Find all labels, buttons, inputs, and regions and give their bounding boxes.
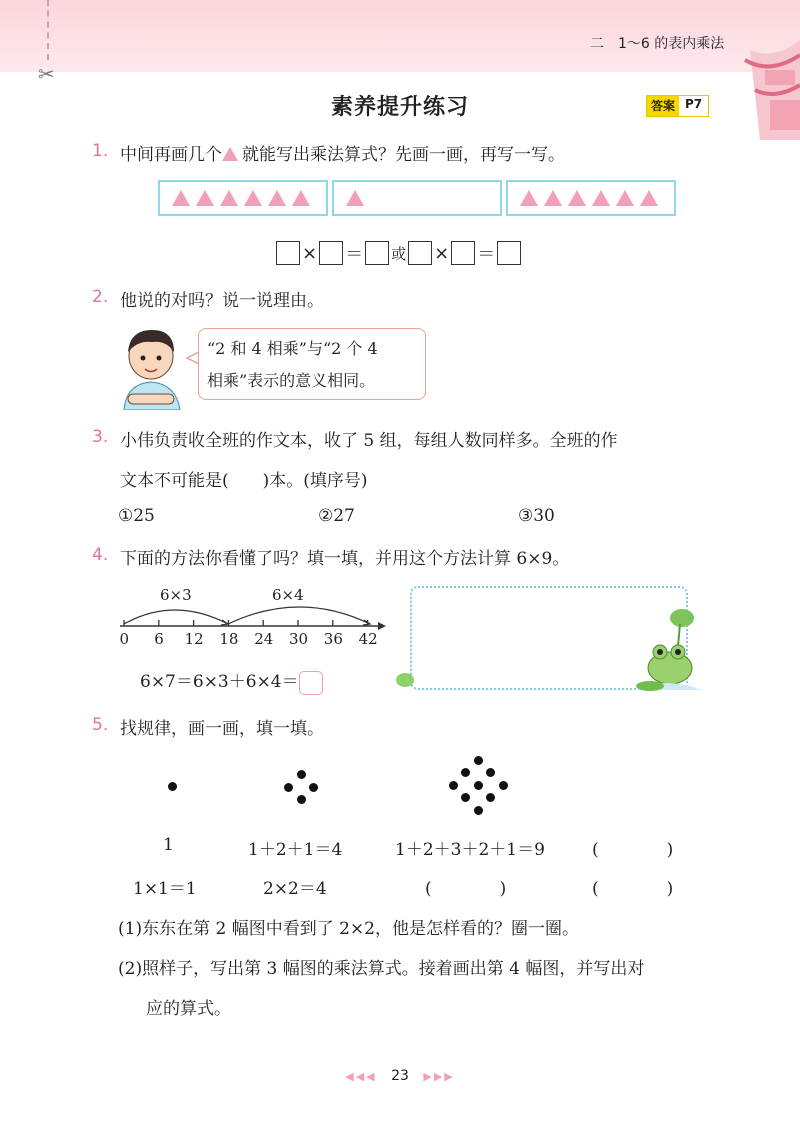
tick-label: 18 (219, 630, 239, 648)
question-number-2: 2. (92, 287, 109, 307)
sum-4-blank[interactable]: ( ) (592, 840, 674, 860)
equals-sign: ＝ (477, 244, 496, 265)
product-2: 2×2＝4 (263, 879, 327, 899)
dot (486, 768, 495, 777)
dot (474, 806, 483, 815)
triangle-icon (172, 190, 190, 206)
question-number-1: 1. (92, 141, 109, 161)
tick-label: 0 (119, 630, 130, 648)
triangle-icon (196, 190, 214, 206)
sub-question-2-line-1: (2)照样子，写出第 3 幅图的乘法算式。接着画出第 4 幅图，并写出对 (118, 959, 645, 979)
dot (461, 793, 470, 802)
tick-label: 42 (358, 630, 378, 648)
sum-3: 1＋2＋3＋2＋1＝9 (395, 840, 545, 860)
dot (284, 783, 293, 792)
answer-page: P7 (679, 96, 708, 116)
answer-box[interactable] (299, 671, 323, 695)
dot (474, 781, 483, 790)
equals-sign: ＝ (345, 244, 364, 265)
frog-icon (630, 606, 704, 694)
leaf-icon (394, 668, 416, 690)
dot (461, 768, 470, 777)
question-number-4: 4. (92, 545, 109, 565)
arc-6x3 (124, 610, 228, 624)
triangle-icon (346, 190, 364, 206)
dot (486, 793, 495, 802)
answer-badge (646, 95, 709, 117)
left-arrows-icon: ◀◀◀ (345, 1070, 377, 1083)
dot (474, 756, 483, 765)
unit-label: 二 1～6 的表内乘法 (590, 36, 725, 52)
right-arrows-icon: ▶▶▶ (423, 1070, 455, 1083)
dot (309, 783, 318, 792)
triangle-box-middle[interactable] (332, 180, 502, 216)
product-1: 1×1＝1 (133, 879, 197, 899)
triangle-icon (616, 190, 634, 206)
q4-equation-text: 6×7＝6×3＋6×4＝ (140, 672, 299, 692)
page-number: 23 (391, 1068, 409, 1084)
triangle-icon (520, 190, 538, 206)
question-3-line-1: 小伟负责收全班的作文本，收了 5 组，每组人数同样多。全班的作 (120, 431, 618, 451)
tick-label: 36 (323, 630, 343, 648)
triangle-icon (592, 190, 610, 206)
question-2-text: 他说的对吗？说一说理由。 (120, 291, 324, 311)
answer-square[interactable] (451, 241, 475, 265)
dot (168, 782, 177, 791)
question-number-5: 5. (92, 715, 109, 735)
triangle-icon (640, 190, 658, 206)
sum-1: 1 (163, 835, 174, 855)
page-title: 素养提升练习 (330, 95, 469, 120)
product-3-blank[interactable]: ( ) (425, 879, 507, 899)
times-sign: × (302, 242, 318, 264)
boy-illustration (118, 322, 184, 410)
triangle-icon (292, 190, 310, 206)
dot (297, 770, 306, 779)
arc-6x4 (228, 607, 370, 624)
arc-label-6x4: 6×4 (272, 586, 304, 604)
triangle-icon (568, 190, 586, 206)
answer-square[interactable] (497, 241, 521, 265)
answer-square[interactable] (408, 241, 432, 265)
question-5-text: 找规律，画一画，填一填。 (120, 719, 324, 739)
pagoda-icon (740, 30, 800, 140)
answer-square[interactable] (276, 241, 300, 265)
triangle-box-right (506, 180, 676, 216)
triangle-box-left (158, 180, 328, 216)
question-1-text-before: 中间再画几个 (120, 145, 222, 165)
speech-bubble (198, 328, 426, 400)
question-3-line-2: 文本不可能是( )本。(填序号) (120, 471, 368, 491)
sub-question-2-line-2: 应的算式。 (146, 999, 231, 1019)
tick-label: 6 (154, 630, 164, 648)
page-footer (0, 1068, 800, 1084)
or-label: 或 (391, 244, 407, 263)
tick-label: 24 (254, 630, 274, 648)
question-number-3: 3. (92, 427, 109, 447)
answer-label: 答案 (647, 96, 679, 116)
tick-label: 30 (289, 630, 309, 648)
triangle-icon (244, 190, 262, 206)
dot (297, 795, 306, 804)
tick-label: 12 (184, 630, 204, 648)
product-4-blank[interactable]: ( ) (592, 879, 674, 899)
dot (449, 781, 458, 790)
q4-equation (140, 667, 323, 695)
triangle-icon (222, 147, 238, 161)
dot (499, 781, 508, 790)
answer-square[interactable] (319, 241, 343, 265)
sub-question-1: (1)东东在第 2 幅图中看到了 2×2，他是怎样看的？圈一圈。 (118, 919, 579, 939)
speech-line-2: 相乘”表示的意义相同。 (207, 371, 376, 390)
sum-2: 1＋2＋1＝4 (248, 840, 343, 860)
arc-label-6x3: 6×3 (160, 586, 192, 604)
triangle-icon (268, 190, 286, 206)
question-1-text-after: 就能写出乘法算式？先画一画，再写一写。 (242, 145, 565, 165)
triangle-icon (220, 190, 238, 206)
option-2[interactable]: ②27 (318, 506, 355, 526)
option-3[interactable]: ③30 (518, 506, 555, 526)
option-1[interactable]: ①25 (118, 506, 155, 526)
scissors-icon: ✂ (38, 62, 55, 86)
triangle-icon (544, 190, 562, 206)
cut-line (47, 0, 49, 60)
times-sign: × (434, 242, 450, 264)
speech-line-1: “2 和 4 相乘”与“2 个 4 (207, 339, 378, 358)
question-1-text (120, 140, 565, 165)
question-4-text: 下面的方法你看懂了吗？填一填，并用这个方法计算 6×9。 (120, 549, 570, 569)
q1-equation-row (276, 240, 521, 266)
answer-square[interactable] (365, 241, 389, 265)
